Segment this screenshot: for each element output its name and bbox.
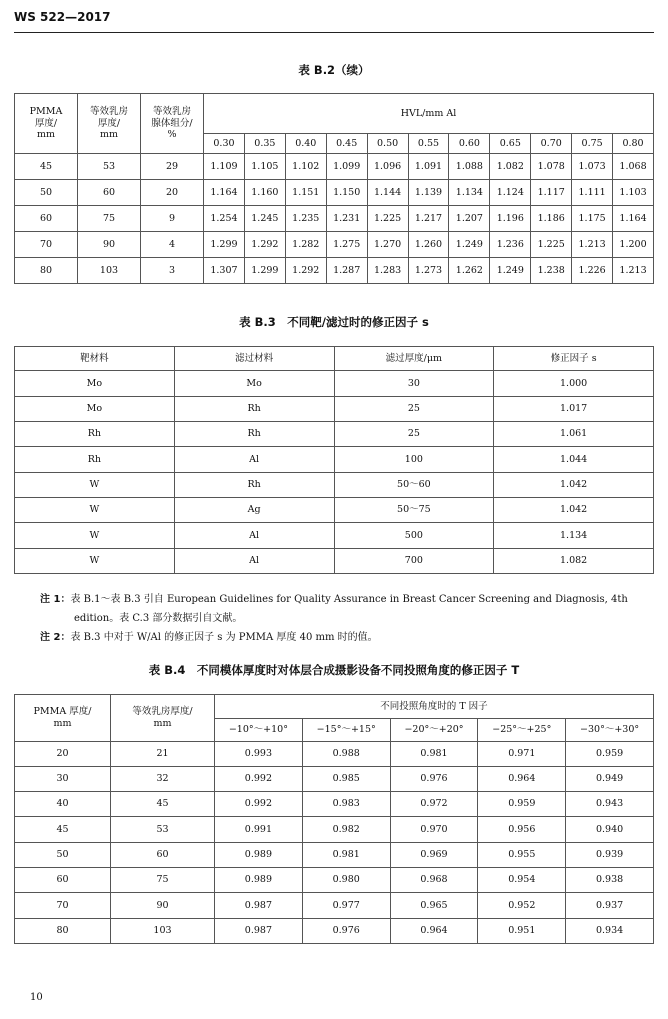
table-cell: W: [15, 523, 175, 548]
table-cell: 1.099: [326, 154, 367, 180]
table-cell: 1.042: [494, 497, 654, 522]
table-cell: 0.987: [215, 893, 303, 918]
header-hvl-value: 0.55: [408, 134, 449, 154]
header-hvl-value: 0.45: [326, 134, 367, 154]
table-cell: 0.964: [478, 766, 566, 791]
table-row: [15, 232, 654, 258]
table-cell: 1.134: [494, 523, 654, 548]
table-cell: 1.238: [531, 258, 572, 284]
table-row: [15, 497, 654, 522]
table-cell: 0.976: [302, 918, 390, 943]
table-b3: [14, 346, 654, 574]
table-cell: 1.273: [408, 258, 449, 284]
notes: [40, 590, 654, 647]
table-cell: 75: [111, 868, 215, 893]
table-row: [15, 371, 654, 396]
table-cell: Mo: [174, 371, 334, 396]
table-cell: 1.196: [490, 206, 531, 232]
table-cell: 0.991: [215, 817, 303, 842]
table-cell: 1.254: [204, 206, 245, 232]
table-row: [15, 918, 654, 943]
table-cell: 0.969: [390, 842, 478, 867]
table-cell: 29: [141, 154, 204, 180]
table-cell: 1.105: [244, 154, 285, 180]
table-cell: 1.073: [572, 154, 613, 180]
header-hvl-value: 0.75: [572, 134, 613, 154]
table-cell: 1.044: [494, 447, 654, 472]
table-cell: 0.937: [566, 893, 654, 918]
table-cell: 1.186: [531, 206, 572, 232]
table-row: [15, 396, 654, 421]
table-cell: 1.160: [244, 180, 285, 206]
table-row: [15, 447, 654, 472]
table-cell: 1.082: [490, 154, 531, 180]
table-cell: 103: [111, 918, 215, 943]
table-cell: 1.292: [285, 258, 326, 284]
table-row: [15, 523, 654, 548]
table-cell: 0.983: [302, 792, 390, 817]
table-cell: 1.225: [531, 232, 572, 258]
table-cell: 1.091: [408, 154, 449, 180]
header-hvl: HVL/mm Al: [204, 94, 654, 134]
table-cell: 1.270: [367, 232, 408, 258]
table-row: [15, 472, 654, 497]
header-pmma-thickness: PMMA 厚度/ mm: [15, 695, 111, 742]
table-cell: 60: [78, 180, 141, 206]
note-1: 注 1：表 B.1～表 B.3 引自 European Guidelines for Quality Assurance in Breast Cancer Screening and Diagnosis, 4th: [40, 594, 628, 605]
table-cell: 0.981: [390, 741, 478, 766]
table-cell: 103: [78, 258, 141, 284]
table-cell: 1.299: [204, 232, 245, 258]
table-cell: 0.988: [302, 741, 390, 766]
table-cell: 1.117: [531, 180, 572, 206]
table-cell: 1.175: [572, 206, 613, 232]
table-cell: 0.989: [215, 868, 303, 893]
table-row: [15, 206, 654, 232]
table-cell: 50: [15, 842, 111, 867]
table-cell: 45: [15, 817, 111, 842]
table-cell: 0.934: [566, 918, 654, 943]
header-t-factor-group: 不同投照角度时的 T 因子: [215, 695, 654, 719]
table-cell: 4: [141, 232, 204, 258]
table-cell: 20: [141, 180, 204, 206]
table-cell: 0.965: [390, 893, 478, 918]
note-2: 注 2：表 B.3 中对于 W/Al 的修正因子 s 为 PMMA 厚度 40 mm 时的值。: [40, 632, 378, 643]
table-row: [15, 792, 654, 817]
table-cell: 0.985: [302, 766, 390, 791]
table-cell: 700: [334, 548, 494, 573]
header-glandularity: 等效乳房 腺体组分/ %: [141, 94, 204, 154]
header-hvl-value: 0.65: [490, 134, 531, 154]
table-cell: 1.249: [449, 232, 490, 258]
table-cell: 1.078: [531, 154, 572, 180]
header-hvl-value: 0.80: [613, 134, 654, 154]
table-cell: 1.102: [285, 154, 326, 180]
table-cell: 1.134: [449, 180, 490, 206]
table-cell: 70: [15, 893, 111, 918]
table-cell: 1.213: [572, 232, 613, 258]
table-cell: 45: [111, 792, 215, 817]
table-cell: 1.144: [367, 180, 408, 206]
table-cell: 75: [78, 206, 141, 232]
table-cell: 0.993: [215, 741, 303, 766]
table-cell: 0.954: [478, 868, 566, 893]
table-cell: 60: [111, 842, 215, 867]
table-cell: 0.971: [478, 741, 566, 766]
table-row: [15, 548, 654, 573]
table-cell: 0.959: [478, 792, 566, 817]
table-cell: 3: [141, 258, 204, 284]
table-cell: 0.959: [566, 741, 654, 766]
table-row: [15, 258, 654, 284]
header-hvl-value: 0.30: [204, 134, 245, 154]
header-pmma-thickness: PMMA 厚度/ mm: [15, 94, 78, 154]
table-cell: 80: [15, 918, 111, 943]
table-cell: 0.992: [215, 792, 303, 817]
table-cell: 0.980: [302, 868, 390, 893]
header-filter-material: 滤过材料: [174, 347, 334, 371]
table-cell: 1.260: [408, 232, 449, 258]
table-cell: 1.164: [204, 180, 245, 206]
table-cell: 1.307: [204, 258, 245, 284]
table-cell: 1.200: [613, 232, 654, 258]
table-cell: 21: [111, 741, 215, 766]
table-cell: 50～60: [334, 472, 494, 497]
table-cell: W: [15, 472, 175, 497]
table-b2-title: 表 B.2（续）: [298, 63, 370, 77]
table-cell: Rh: [174, 472, 334, 497]
table-cell: 1.068: [613, 154, 654, 180]
table-cell: Rh: [15, 447, 175, 472]
table-cell: 1.262: [449, 258, 490, 284]
header-hvl-value: 0.40: [285, 134, 326, 154]
header-angle-range: −20°～+20°: [390, 719, 478, 741]
document-code: WS 522—2017: [14, 10, 111, 24]
header-rule: [14, 32, 654, 33]
table-cell: 500: [334, 523, 494, 548]
table-cell: 1.096: [367, 154, 408, 180]
table-cell: 90: [78, 232, 141, 258]
table-cell: 0.976: [390, 766, 478, 791]
header-hvl-value: 0.70: [531, 134, 572, 154]
table-cell: 1.000: [494, 371, 654, 396]
table-cell: 0.977: [302, 893, 390, 918]
table-cell: 53: [78, 154, 141, 180]
table-cell: 32: [111, 766, 215, 791]
table-cell: 1.061: [494, 421, 654, 446]
header-hvl-value: 0.35: [244, 134, 285, 154]
table-cell: 9: [141, 206, 204, 232]
header-equivalent-breast-thickness: 等效乳房 厚度/ mm: [78, 94, 141, 154]
table-cell: 0.938: [566, 868, 654, 893]
table-cell: Mo: [15, 371, 175, 396]
header-angle-range: −30°～+30°: [566, 719, 654, 741]
table-cell: 100: [334, 447, 494, 472]
table-cell: 0.939: [566, 842, 654, 867]
table-cell: 90: [111, 893, 215, 918]
table-row: [15, 180, 654, 206]
page-number: 10: [30, 992, 43, 1003]
table-row: [15, 893, 654, 918]
table-cell: 1.217: [408, 206, 449, 232]
table-cell: Rh: [174, 396, 334, 421]
table-cell: 1.282: [285, 232, 326, 258]
table-cell: 1.111: [572, 180, 613, 206]
table-cell: Ag: [174, 497, 334, 522]
table-row: [15, 421, 654, 446]
table-row: [15, 766, 654, 791]
table-cell: Al: [174, 523, 334, 548]
table-cell: 0.970: [390, 817, 478, 842]
table-cell: 0.968: [390, 868, 478, 893]
table-cell: Mo: [15, 396, 175, 421]
table-b3-title: 表 B.3 不同靶/滤过时的修正因子 s: [239, 315, 429, 329]
table-cell: 1.042: [494, 472, 654, 497]
table-cell: 50～75: [334, 497, 494, 522]
table-cell: 30: [334, 371, 494, 396]
table-cell: 1.150: [326, 180, 367, 206]
table-cell: 1.292: [244, 232, 285, 258]
table-cell: 1.164: [613, 206, 654, 232]
table-cell: 80: [15, 258, 78, 284]
table-b4: [14, 694, 654, 944]
table-cell: 0.956: [478, 817, 566, 842]
table-cell: 25: [334, 396, 494, 421]
table-cell: 60: [15, 206, 78, 232]
table-row: [15, 741, 654, 766]
table-cell: Rh: [15, 421, 175, 446]
table-cell: 0.951: [478, 918, 566, 943]
table-cell: 1.249: [490, 258, 531, 284]
table-cell: 1.245: [244, 206, 285, 232]
table-cell: 53: [111, 817, 215, 842]
table-cell: 1.207: [449, 206, 490, 232]
table-cell: 60: [15, 868, 111, 893]
table-cell: 1.231: [326, 206, 367, 232]
table-cell: W: [15, 548, 175, 573]
table-cell: 1.151: [285, 180, 326, 206]
header-equivalent-breast-thickness: 等效乳房厚度/ mm: [111, 695, 215, 742]
table-cell: 1.139: [408, 180, 449, 206]
table-row: [15, 868, 654, 893]
table-cell: 0.987: [215, 918, 303, 943]
table-cell: 20: [15, 741, 111, 766]
table-cell: 1.103: [613, 180, 654, 206]
table-cell: 45: [15, 154, 78, 180]
header-angle-range: −10°～+10°: [215, 719, 303, 741]
table-cell: 1.299: [244, 258, 285, 284]
table-cell: 1.088: [449, 154, 490, 180]
table-cell: 40: [15, 792, 111, 817]
table-cell: 0.943: [566, 792, 654, 817]
table-cell: Rh: [174, 421, 334, 446]
header-target-material: 靶材料: [15, 347, 175, 371]
header-hvl-value: 0.60: [449, 134, 490, 154]
table-cell: Al: [174, 447, 334, 472]
table-row: [15, 842, 654, 867]
note-1-continued: edition。表 C.3 部分数据引自文献。: [74, 613, 243, 624]
table-cell: 25: [334, 421, 494, 446]
table-cell: 0.964: [390, 918, 478, 943]
header-hvl-value: 0.50: [367, 134, 408, 154]
table-cell: 0.992: [215, 766, 303, 791]
table-cell: W: [15, 497, 175, 522]
table-row: [15, 817, 654, 842]
table-cell: 0.940: [566, 817, 654, 842]
table-cell: 1.283: [367, 258, 408, 284]
table-cell: 1.109: [204, 154, 245, 180]
table-cell: Al: [174, 548, 334, 573]
table-cell: 1.225: [367, 206, 408, 232]
header-angle-range: −15°～+15°: [302, 719, 390, 741]
table-cell: 1.213: [613, 258, 654, 284]
table-cell: 70: [15, 232, 78, 258]
table-cell: 1.082: [494, 548, 654, 573]
header-angle-range: −25°～+25°: [478, 719, 566, 741]
table-cell: 0.989: [215, 842, 303, 867]
table-cell: 1.287: [326, 258, 367, 284]
header-filter-thickness: 滤过厚度/μm: [334, 347, 494, 371]
table-cell: 0.982: [302, 817, 390, 842]
table-cell: 1.124: [490, 180, 531, 206]
table-cell: 1.236: [490, 232, 531, 258]
header-correction-factor-s: 修正因子 s: [494, 347, 654, 371]
table-cell: 0.952: [478, 893, 566, 918]
table-b4-title: 表 B.4 不同模体厚度时对体层合成摄影设备不同投照角度的修正因子 T: [148, 663, 520, 677]
table-cell: 0.981: [302, 842, 390, 867]
table-b2: [14, 93, 654, 284]
table-cell: 1.017: [494, 396, 654, 421]
table-cell: 0.949: [566, 766, 654, 791]
table-cell: 1.226: [572, 258, 613, 284]
table-cell: 30: [15, 766, 111, 791]
table-cell: 0.955: [478, 842, 566, 867]
table-cell: 1.275: [326, 232, 367, 258]
table-cell: 1.235: [285, 206, 326, 232]
table-cell: 50: [15, 180, 78, 206]
table-cell: 0.972: [390, 792, 478, 817]
table-row: [15, 154, 654, 180]
